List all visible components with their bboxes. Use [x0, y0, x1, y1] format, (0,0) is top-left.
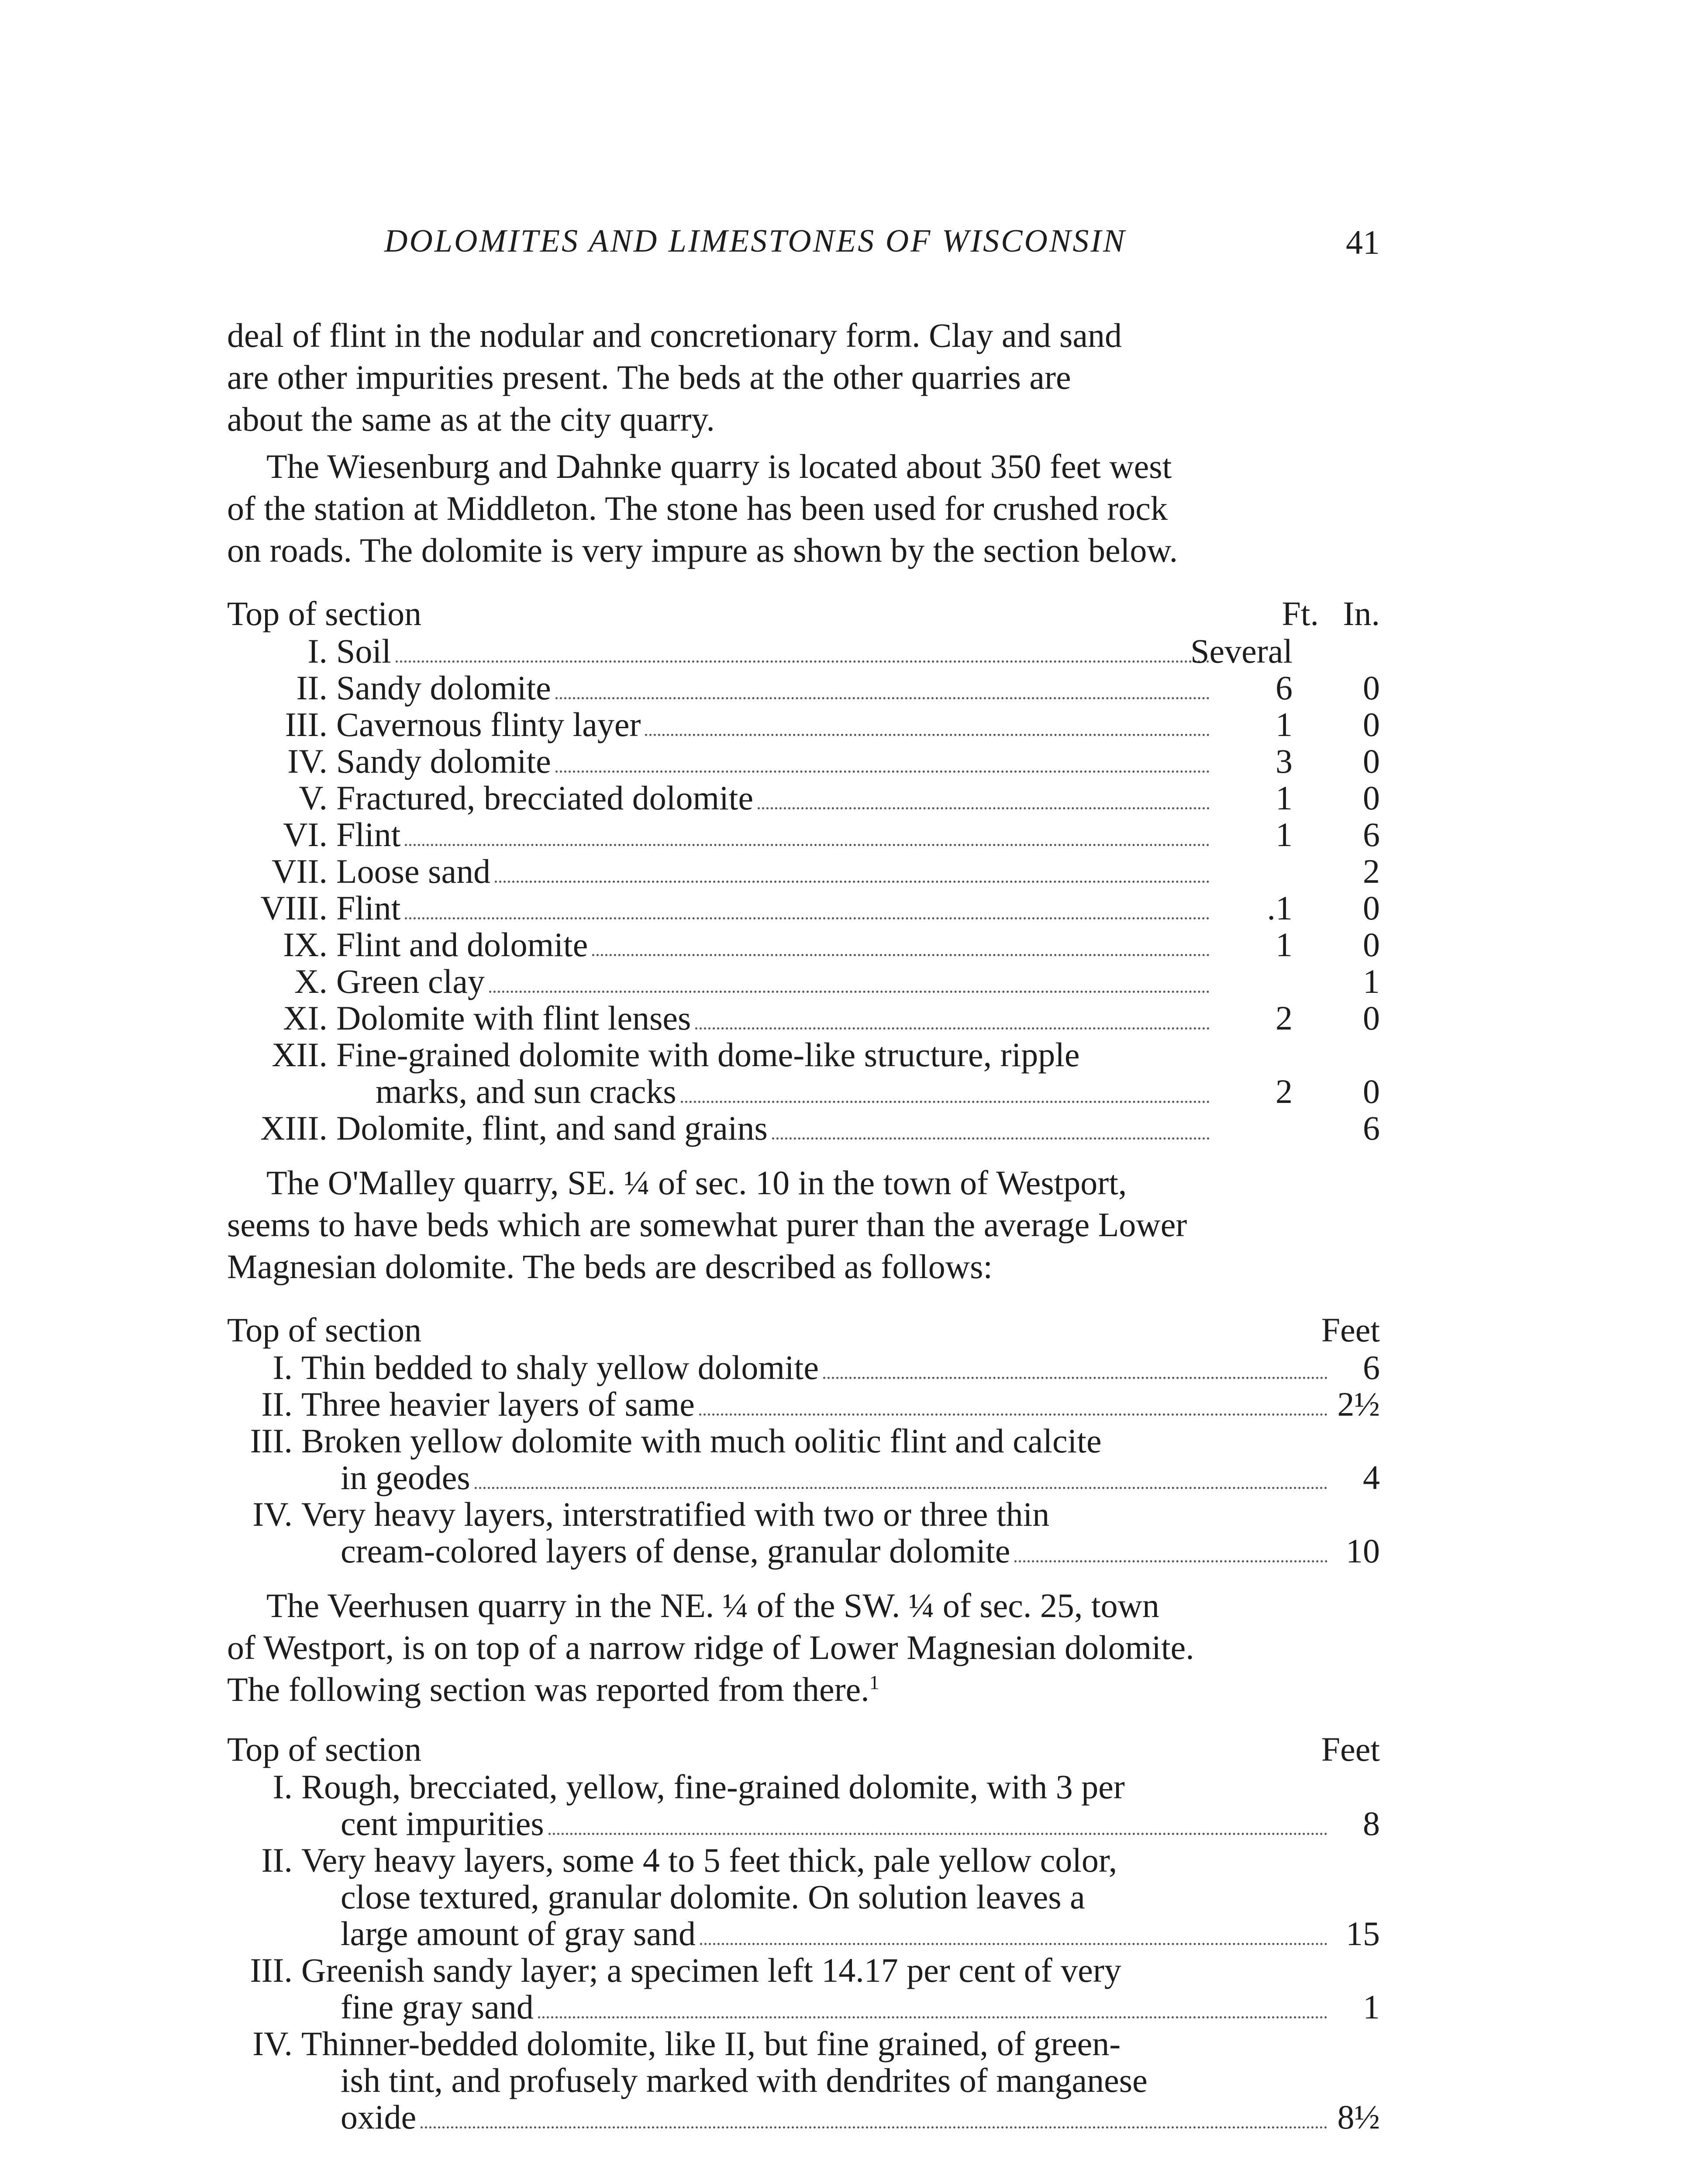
- text-line: deal of flint in the nodular and concretionary form. Clay and sand: [227, 316, 1122, 354]
- section-row: [227, 888, 1380, 925]
- row-inches-value: 0: [1363, 742, 1380, 780]
- row-inches-value: 2: [1363, 852, 1380, 890]
- row-description: [336, 742, 1214, 781]
- row-description: [336, 668, 1214, 708]
- row-description: [336, 778, 1214, 818]
- row-text: Flint: [336, 889, 401, 927]
- row-text: Rough, brecciated, yellow, fine-grained dolomite, with 3 per: [301, 1768, 1125, 1806]
- section-header: [227, 1730, 1380, 1767]
- row-text: Very heavy layers, some 4 to 5 feet thick, pale yellow color,: [301, 1841, 1117, 1879]
- dot-leader: [1014, 1560, 1327, 1562]
- dot-leader: [475, 1487, 1327, 1489]
- row-description: [341, 1531, 1332, 1571]
- section-row: [227, 1458, 1380, 1495]
- row-description: [341, 1987, 1332, 2027]
- section-row: [227, 1348, 1380, 1385]
- row-numeral: I.: [272, 1768, 293, 1806]
- section-row: [227, 1767, 1380, 1804]
- section-row: [227, 778, 1380, 815]
- row-description: [341, 1914, 1332, 1953]
- column-header-feet: Feet: [1321, 1730, 1380, 1768]
- row-numeral: XI.: [283, 999, 328, 1037]
- row-description: [301, 1385, 1332, 1424]
- section-table-veerhusen: [227, 1730, 1380, 2134]
- row-numeral: I.: [272, 1348, 293, 1386]
- section-row: [227, 632, 1380, 668]
- row-description: [336, 632, 1214, 671]
- row-numeral: VI.: [283, 816, 328, 854]
- section-row: [227, 705, 1380, 742]
- row-description: [336, 1035, 1214, 1075]
- row-feet-value: 1: [1276, 779, 1293, 817]
- text-line: are other impurities present. The beds at the other quarries are: [227, 358, 1071, 396]
- row-numeral: IV.: [252, 2025, 293, 2063]
- row-numeral: V.: [299, 779, 328, 817]
- row-text: in geodes: [341, 1458, 470, 1496]
- row-text: Very heavy layers, interstratified with two or three thin: [301, 1495, 1050, 1533]
- section-row: [227, 2061, 1380, 2098]
- row-numeral: II.: [261, 1841, 293, 1879]
- section-row: [227, 668, 1380, 705]
- row-numeral: XIII.: [260, 1109, 328, 1147]
- row-feet-value: 15: [1346, 1914, 1380, 1952]
- section-row: [227, 1072, 1380, 1109]
- section-table-omalley: [227, 1310, 1380, 1568]
- dot-leader: [405, 844, 1210, 846]
- row-feet-value: 2: [1276, 999, 1293, 1037]
- row-numeral: II.: [296, 669, 328, 707]
- row-numeral: III.: [250, 1951, 293, 1989]
- row-numeral: XII.: [272, 1036, 328, 1074]
- row-description: [336, 815, 1214, 854]
- section-table-wiesenburg: [227, 594, 1380, 1145]
- dot-leader: [555, 771, 1210, 773]
- column-header-feet: Ft.: [1282, 594, 1319, 632]
- section-row: [227, 962, 1380, 999]
- row-description: [336, 999, 1214, 1038]
- row-text: Cavernous flinty layer: [336, 705, 641, 743]
- section-row: [227, 852, 1380, 888]
- row-feet-value: 10: [1346, 1532, 1380, 1570]
- row-inches-value: 0: [1363, 889, 1380, 927]
- dot-leader: [592, 954, 1210, 956]
- dot-leader: [772, 1137, 1210, 1140]
- dot-leader: [695, 1027, 1210, 1030]
- row-description: [336, 925, 1214, 964]
- row-inches-value: 0: [1363, 705, 1380, 743]
- row-text: Flint: [336, 816, 401, 854]
- text-line: about the same as at the city quarry.: [227, 400, 715, 438]
- row-feet-value: 1: [1276, 705, 1293, 743]
- text-line: The O'Malley quarry, SE. ¼ of sec. 10 in the town of Westport,: [266, 1164, 1127, 1202]
- section-row: [227, 1035, 1380, 1072]
- paragraph-3: [227, 1162, 1380, 1288]
- dot-leader: [495, 881, 1210, 883]
- section-row: [227, 1987, 1380, 2024]
- row-numeral: III.: [285, 705, 328, 743]
- row-text: Green clay: [336, 962, 485, 1000]
- row-text: Fine-grained dolomite with dome-like structure, ripple: [336, 1036, 1080, 1074]
- section-header: [227, 1310, 1380, 1348]
- row-description: [336, 962, 1214, 1001]
- row-inches-value: 6: [1363, 816, 1380, 854]
- section-row: [227, 1804, 1380, 1841]
- row-inches-value: 6: [1363, 1109, 1380, 1147]
- dot-leader: [405, 917, 1210, 919]
- row-text: Thinner-bedded dolomite, like II, but fine grained, of green-: [301, 2025, 1121, 2063]
- row-description: [301, 1495, 1332, 1534]
- paragraph-4: [227, 1585, 1380, 1711]
- dot-leader: [538, 2016, 1327, 2018]
- row-text: Fractured, brecciated dolomite: [336, 779, 754, 817]
- row-inches-value: 0: [1363, 1072, 1380, 1110]
- row-feet-value: Several: [1190, 632, 1293, 670]
- row-text: Sandy dolomite: [336, 669, 551, 707]
- row-text: fine gray sand: [341, 1988, 534, 2026]
- row-text: large amount of gray sand: [341, 1914, 696, 1952]
- row-text: Dolomite, flint, and sand grains: [336, 1109, 768, 1147]
- row-description: [341, 1804, 1332, 1843]
- dot-leader: [396, 660, 1210, 663]
- section-label: Top of section: [227, 594, 422, 632]
- row-numeral: IX.: [283, 926, 328, 964]
- section-row: [227, 1951, 1380, 1987]
- row-numeral: III.: [250, 1422, 293, 1460]
- row-feet-value: 2½: [1337, 1385, 1380, 1423]
- row-description: [336, 1109, 1214, 1148]
- row-text: Three heavier layers of same: [301, 1385, 695, 1423]
- dot-leader: [645, 734, 1210, 736]
- row-description: [341, 1877, 1332, 1917]
- row-text: oxide: [341, 2098, 417, 2136]
- row-feet-value: 6: [1363, 1348, 1380, 1386]
- row-text: ish tint, and profusely marked with dendrites of manganese: [341, 2061, 1148, 2099]
- row-feet-value: 1: [1276, 926, 1293, 964]
- row-inches-value: 1: [1363, 962, 1380, 1000]
- section-row: [227, 1109, 1380, 1145]
- text-line: The Veerhusen quarry in the NE. ¼ of the SW. ¼ of sec. 25, town: [266, 1586, 1159, 1624]
- row-inches-value: 0: [1363, 669, 1380, 707]
- dot-leader: [548, 1833, 1327, 1835]
- page-number: 41: [1346, 223, 1380, 261]
- section-row: [227, 1421, 1380, 1458]
- paragraph-2: [227, 446, 1380, 571]
- dot-leader: [555, 697, 1210, 699]
- row-description: [301, 1348, 1332, 1387]
- section-row: [227, 1495, 1380, 1531]
- footnote-reference: 1: [869, 1671, 879, 1693]
- row-text: Loose sand: [336, 852, 491, 890]
- row-numeral: X.: [294, 962, 328, 1000]
- text-line: on roads. The dolomite is very impure as shown by the section below.: [227, 531, 1178, 569]
- text-line: The Wiesenburg and Dahnke quarry is located about 350 feet west: [266, 447, 1172, 485]
- row-feet-value: 8½: [1337, 2098, 1380, 2136]
- row-numeral: I.: [307, 632, 328, 670]
- row-numeral: VIII.: [260, 889, 328, 927]
- section-row: [227, 1914, 1380, 1951]
- row-text: close textured, granular dolomite. On solution leaves a: [341, 1878, 1085, 1916]
- row-description: [376, 1072, 1214, 1111]
- section-header: [227, 594, 1380, 632]
- row-feet-value: 4: [1363, 1458, 1380, 1496]
- row-feet-value: 3: [1276, 742, 1293, 780]
- row-text: Greenish sandy layer; a specimen left 14.17 per cent of very: [301, 1951, 1121, 1989]
- column-header-feet: Feet: [1321, 1311, 1380, 1349]
- section-row: [227, 815, 1380, 852]
- row-description: [336, 888, 1214, 928]
- section-row: [227, 2024, 1380, 2061]
- text-line: Magnesian dolomite. The beds are described as follows:: [227, 1248, 993, 1286]
- section-row: [227, 925, 1380, 962]
- section-row: [227, 742, 1380, 778]
- text-line: of the station at Middleton. The stone has been used for crushed rock: [227, 489, 1168, 527]
- section-row: [227, 999, 1380, 1035]
- row-inches-value: 0: [1363, 779, 1380, 817]
- row-text: cream-colored layers of dense, granular dolomite: [341, 1532, 1010, 1570]
- row-text: Flint and dolomite: [336, 926, 588, 964]
- row-text: Sandy dolomite: [336, 742, 551, 780]
- row-feet-value: 1: [1276, 816, 1293, 854]
- row-description: [341, 1458, 1332, 1497]
- row-description: [301, 1421, 1332, 1461]
- row-text: Dolomite with flint lenses: [336, 999, 691, 1037]
- text-line: [227, 1669, 1380, 1711]
- section-label: Top of section: [227, 1311, 422, 1349]
- column-header-inches: In.: [1343, 594, 1380, 632]
- dot-leader: [758, 807, 1210, 809]
- text-line: of Westport, is on top of a narrow ridge of Lower Magnesian dolomite.: [227, 1628, 1194, 1666]
- row-feet-value: 1: [1363, 1988, 1380, 2026]
- row-description: [301, 1767, 1332, 1807]
- section-row: [227, 2098, 1380, 2134]
- row-text: Broken yellow dolomite with much oolitic flint and calcite: [301, 1422, 1102, 1460]
- row-description: [341, 2061, 1332, 2100]
- text-line-content: The following section was reported from there.: [227, 1670, 869, 1708]
- row-text: cent impurities: [341, 1804, 544, 1842]
- row-numeral: IV.: [287, 742, 328, 780]
- row-description: [341, 2098, 1332, 2137]
- dot-leader: [421, 2126, 1327, 2129]
- section-label: Top of section: [227, 1730, 422, 1768]
- row-feet-value: 8: [1363, 1804, 1380, 1842]
- section-row: [227, 1385, 1380, 1421]
- row-feet-value: 2: [1276, 1072, 1293, 1110]
- row-inches-value: 0: [1363, 999, 1380, 1037]
- row-description: [336, 705, 1214, 744]
- row-description: [301, 1841, 1332, 1880]
- dot-leader: [700, 1943, 1327, 1945]
- row-feet-value: .1: [1267, 889, 1293, 927]
- dot-leader: [823, 1377, 1327, 1379]
- dot-leader: [699, 1413, 1327, 1416]
- dot-leader: [489, 991, 1210, 993]
- row-description: [301, 2024, 1332, 2063]
- row-description: [301, 1951, 1332, 1990]
- row-text: Soil: [336, 632, 391, 670]
- row-feet-value: 6: [1276, 669, 1293, 707]
- row-numeral: IV.: [252, 1495, 293, 1533]
- row-inches-value: 0: [1363, 926, 1380, 964]
- row-text: Thin bedded to shaly yellow dolomite: [301, 1348, 819, 1386]
- row-description: [336, 852, 1214, 891]
- running-head: [227, 223, 1380, 275]
- paragraph-1: [227, 314, 1380, 440]
- row-text: marks, and sun cracks: [376, 1072, 676, 1110]
- row-numeral: VII.: [272, 852, 328, 890]
- dot-leader: [681, 1101, 1210, 1103]
- section-row: [227, 1841, 1380, 1877]
- running-head-title: DOLOMITES AND LIMESTONES OF WISCONSIN: [384, 223, 1127, 259]
- text-line: seems to have beds which are somewhat purer than the average Lower: [227, 1206, 1187, 1244]
- section-row: [227, 1877, 1380, 1914]
- row-numeral: II.: [261, 1385, 293, 1423]
- section-row: [227, 1531, 1380, 1568]
